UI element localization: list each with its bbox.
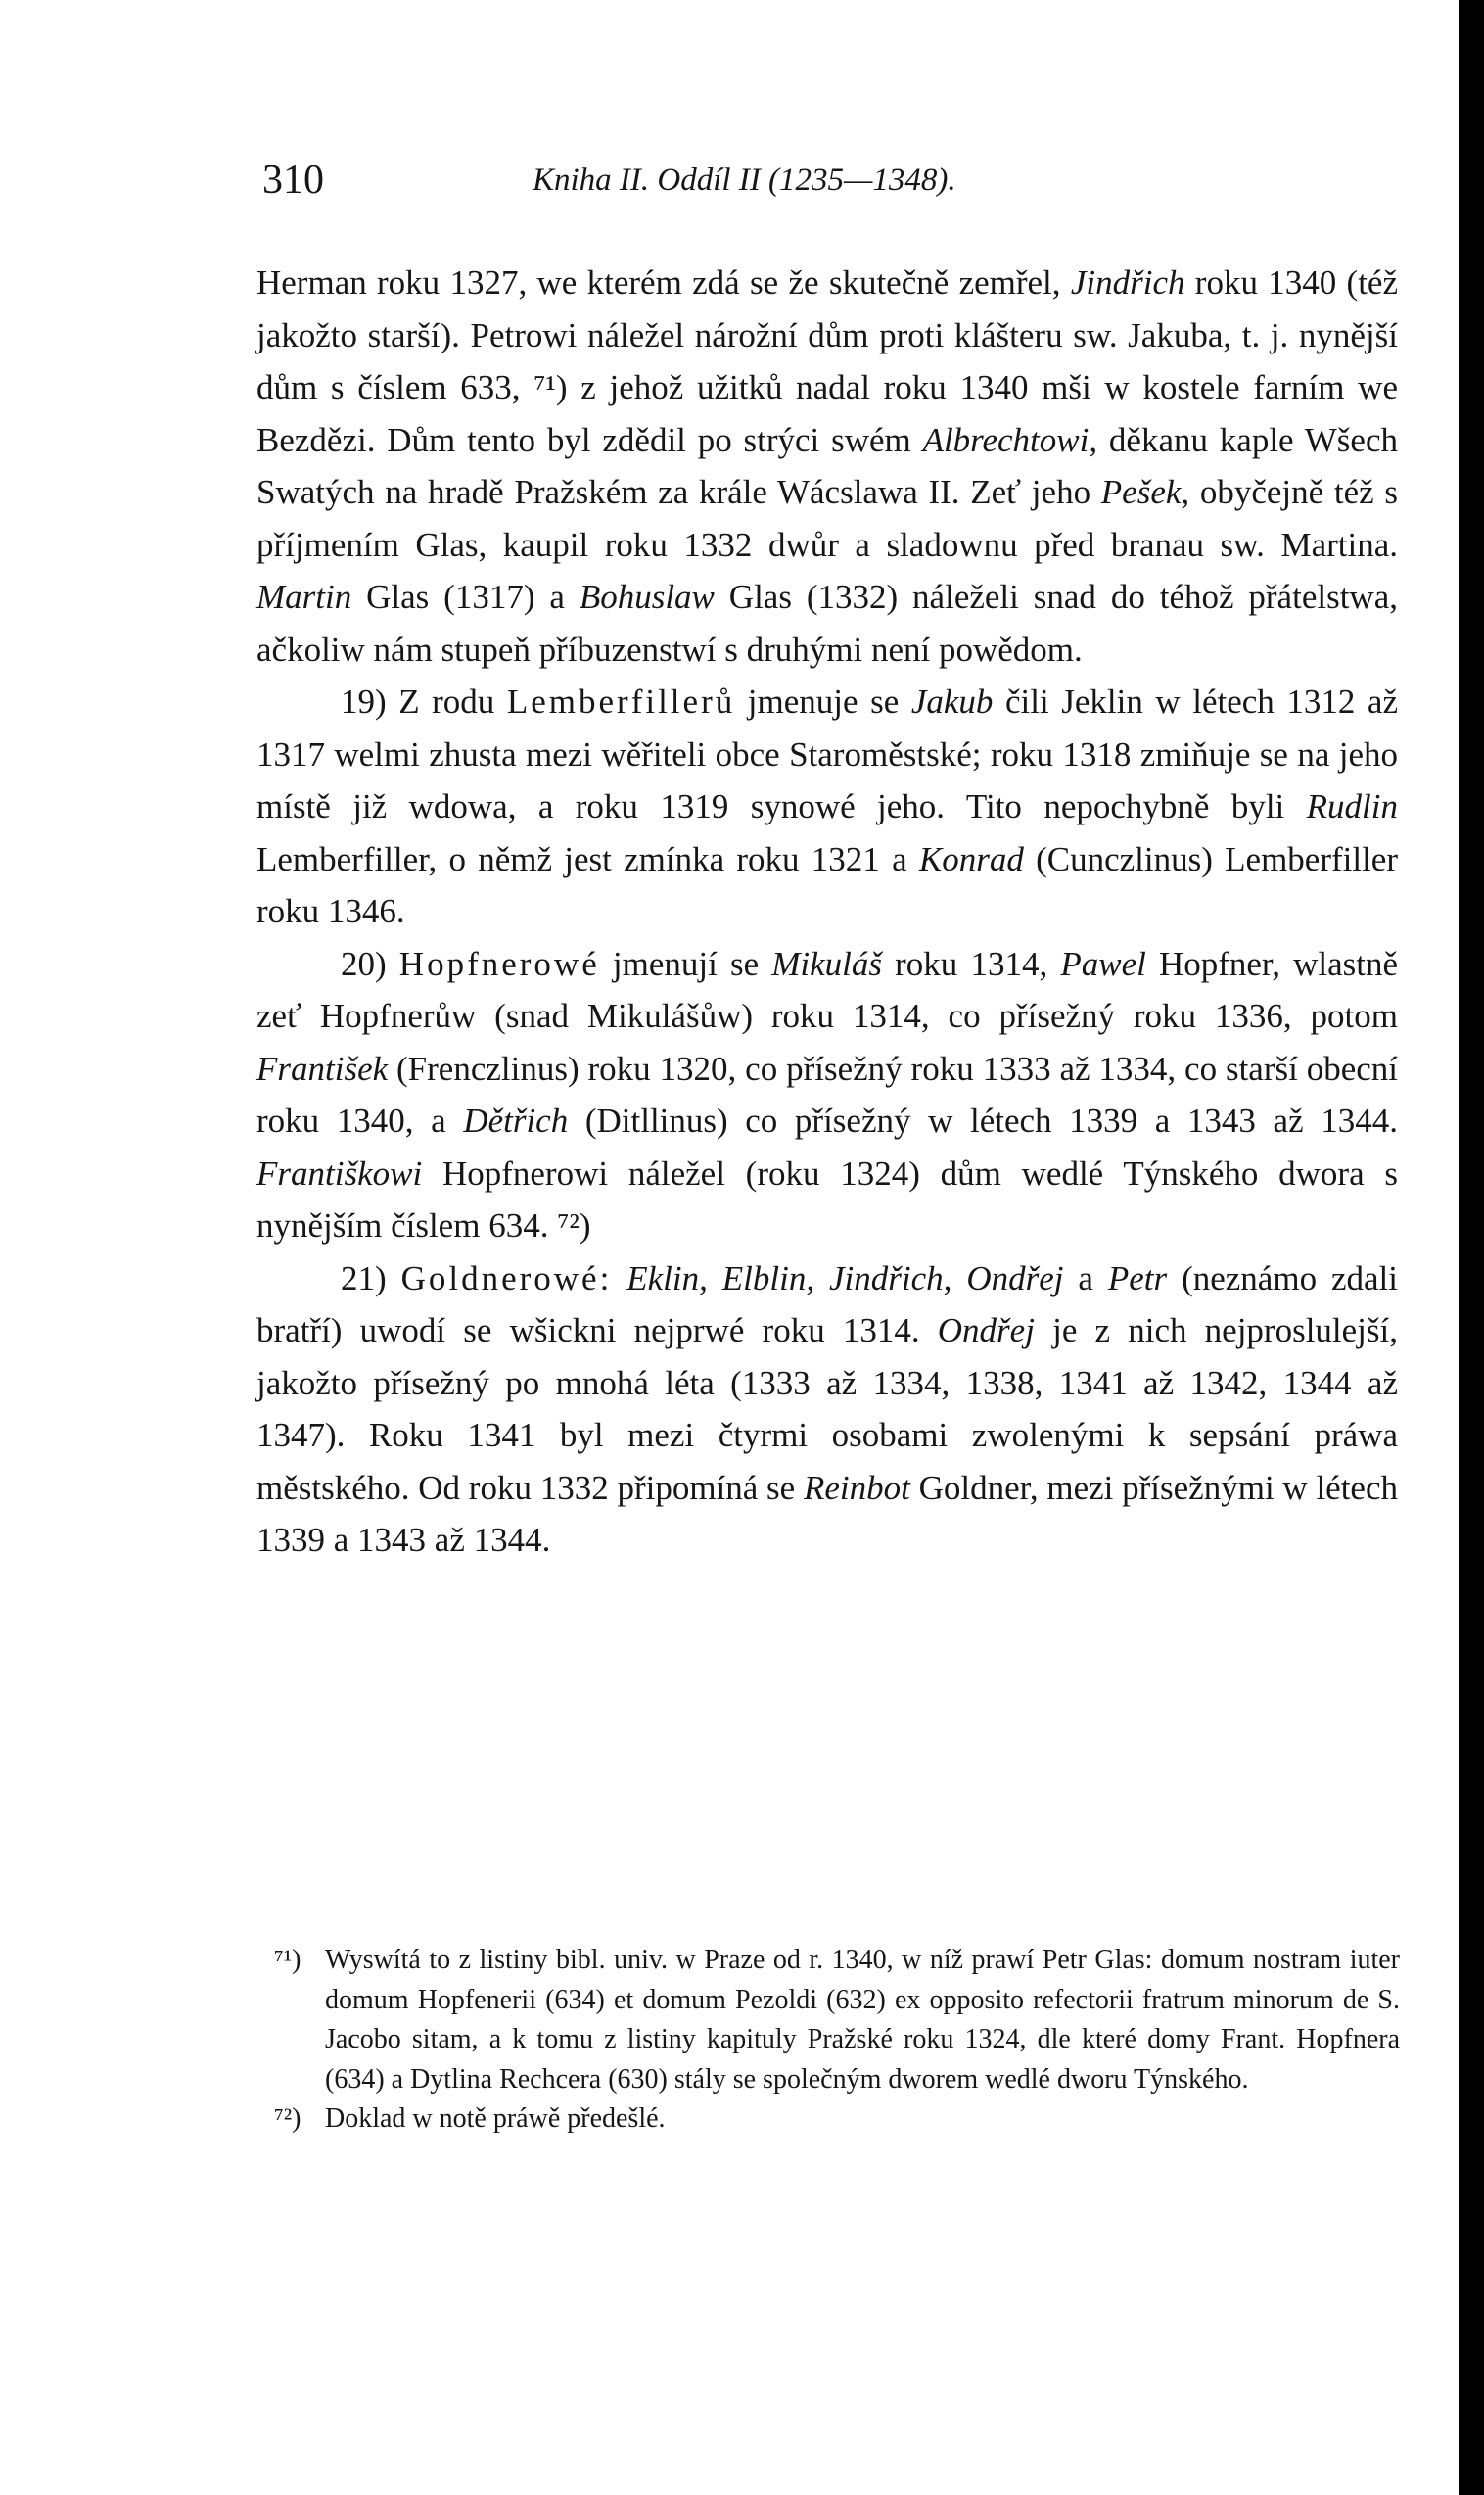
paragraph: 19) Z rodu Lemberfillerů jmenuje se Jakub čili Jeklin w létech 1312 až 1317 welmi zhusta mezi wěřiteli obce Staroměstské; roku 1318 zmiňuje se na jeho místě již wdowa, a roku 1319 synowé jeho. Tito nepochybně byli Rudlin Lemberfiller, o němž jest zmínka roku 1321 a Konrad (Cunczlinus) Lemberfiller roku 1346.	[256, 683, 1398, 930]
footnote-mark: ⁷²)	[274, 2103, 301, 2134]
paragraph: Herman roku 1327, we kterém zdá se že skutečně zemřel, Jindřich roku 1340 (též jakožto starší). Petrowi náležel nárožní dům proti klášteru sw. Jakuba, t. j. nynější dům s číslem 633, ⁷¹) z jehož užitků nadal roku 1340 mši w kostele farním we Bezdězi. Dům tento byl zdědil po strýci swém Albrechtowi, děkanu kaple Wšech Swatých na hradě Pražském za krále Wácslawa II. Zeť jeho Pešek, obyčejně též s příjmením Glas, kaupil roku 1332 dwůr a sladownu před branau sw. Martina. Martin Glas (1317) a Bohuslaw Glas (1332) náleželi snad do téhož přátelstwa, ačkoliw nám stupeň příbuzenstwí s druhými není powědom.	[256, 263, 1398, 669]
page-header	[262, 157, 1398, 215]
paragraph: 21) Goldnerowé: Eklin, Elblin, Jindřich, Ondřej a Petr (neznámo zdali bratří) uwodí se wšickni nejprwé roku 1314. Ondřej je z nich nejproslulejší, jakožto přísežný po mnohá léta (1333 až 1334, 1338, 1341 až 1342, 1344 až 1347). Roku 1341 byl mezi čtyrmi osobami zwolenými k sepsání práwa městského. Od roku 1332 připomíná se Reinbot Goldner, mezi přísežnými w létech 1339 a 1343 až 1344.	[256, 1258, 1399, 1559]
paragraph: 20) Hopfnerowé jmenují se Mikuláš roku 1314, Pawel Hopfner, wlastně zeť Hopfnerůw (snad Mikulášůw) roku 1314, co přísežný roku 1336, potom František (Frenczlinus) roku 1320, co přísežný roku 1333 až 1334, co starší obecní roku 1340, a Dětřich (Ditllinus) co přísežný w létech 1339 a 1343 až 1344. Františkowi Hopfnerowi náležel (roku 1324) dům wedlé Týnského dwora s nynějším číslem 634. ⁷²)	[256, 944, 1398, 1245]
footnote	[274, 2099, 1400, 2140]
footnote-text: Doklad w notě práwě předešlé.	[325, 2103, 666, 2134]
footnote-text: Wyswítá to z listiny bibl. univ. w Praze od r. 1340, w níž prawí Petr Glas: domum nostram iuter domum Hopfenerii (634) et domum Pezoldi (632) ex opposito refectorii fratrum minorum de S. Jacobo sitam, a k tomu z listiny kapituly Pražské roku 1324, dle které domy Frant. Hopfnera (634) a Dytlina Rechcera (630) stály se společným dworem wedlé dworu Týnského.	[325, 1945, 1400, 2095]
footnotes	[274, 1941, 1400, 2140]
footnote	[274, 1941, 1400, 2099]
running-title: Kniha II. Oddíl II (1235—1348).	[533, 163, 956, 198]
page-number: 310	[262, 158, 324, 203]
body-text	[256, 257, 1398, 1567]
footnote-mark: ⁷¹)	[274, 1945, 301, 1975]
footnote-ref: ⁷²)	[557, 1206, 591, 1245]
footnote-ref: ⁷¹)	[533, 368, 568, 406]
